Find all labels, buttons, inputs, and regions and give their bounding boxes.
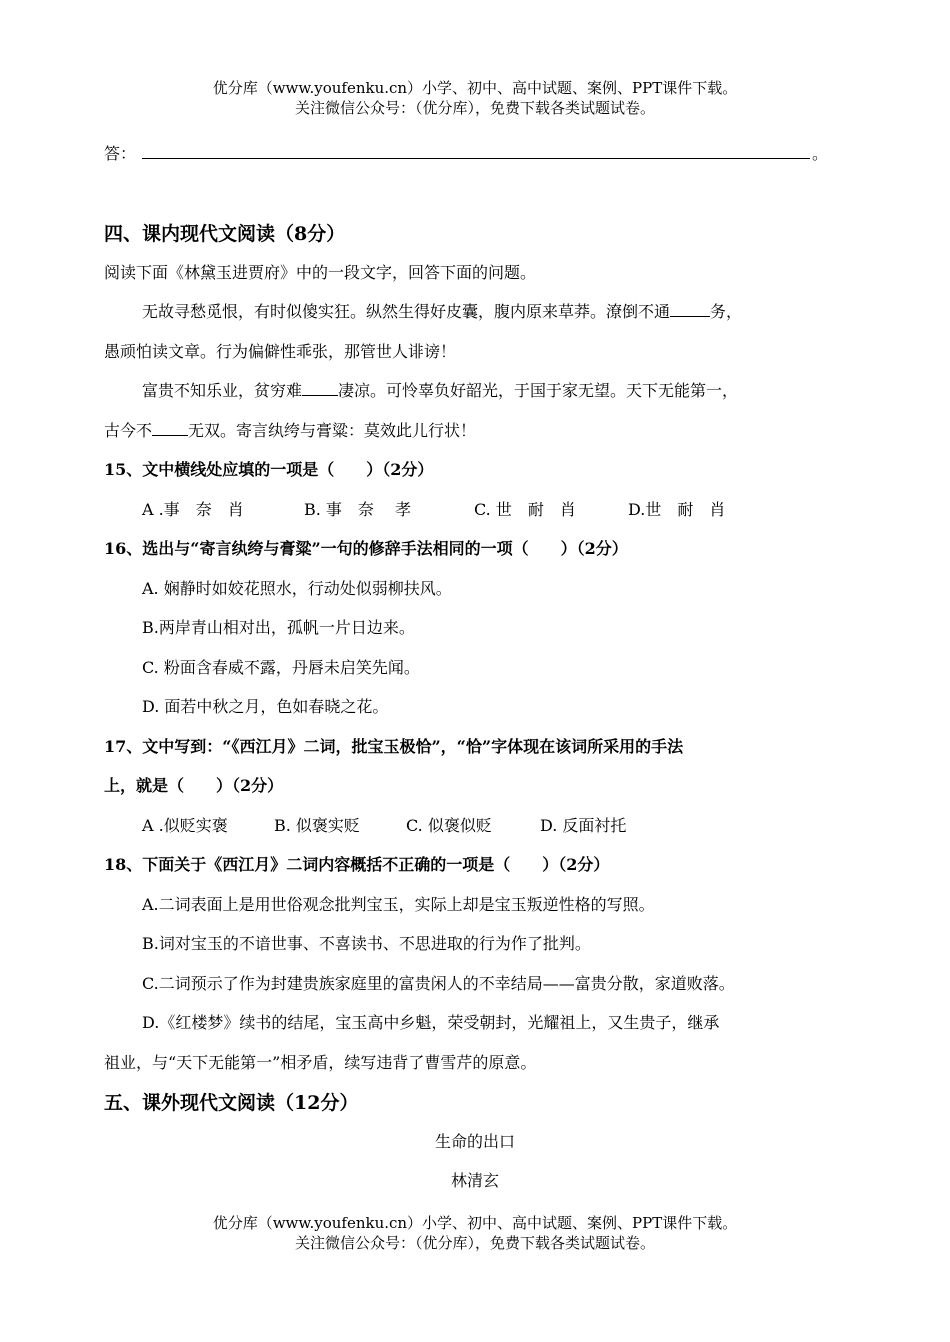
fill-blank-3: [152, 421, 188, 436]
q18-option-b: B.词对宝玉的不谙世事、不喜读书、不思进取的行为作了批判。: [142, 934, 591, 953]
poem-text: 古今不: [104, 421, 153, 440]
poem-line-4: [104, 418, 476, 441]
q17-option-c: C. 似褒似贬: [406, 816, 492, 835]
section4-title: 四、课内现代文阅读（8分）: [104, 223, 346, 245]
q18-option-a: A.二词表面上是用世俗观念批判宝玉，实际上却是宝玉叛逆性格的写照。: [142, 895, 655, 914]
section5-title: 五、课外现代文阅读（12分）: [104, 1092, 359, 1114]
poem-line-2: 愚顽怕读文章。行为偏僻性乖张，那管世人诽谤！: [104, 342, 457, 361]
q18-option-c: C.二词预示了作为封建贵族家庭里的富贵闲人的不幸结局——富贵分散，家道败落。: [142, 974, 735, 993]
fill-blank-1: [670, 302, 710, 317]
poem-text: 务，: [710, 302, 743, 321]
answer-blank-rule: [142, 158, 810, 159]
article-title: 生命的出口: [434, 1132, 515, 1151]
fill-blank-2: [302, 381, 338, 396]
q18-option-d-line2: 祖业，与“天下无能第一”相矛盾，续写违背了曹雪芹的原意。: [104, 1053, 537, 1072]
q15-option-b: B. 事 奈 孝: [304, 500, 412, 519]
poem-line-1: [142, 299, 742, 322]
q18-option-d-line1: D.《红楼梦》续书的结尾，宝玉高中乡魁，荣受朝封，光耀祖上，又生贵子，继承: [142, 1013, 720, 1032]
header-site-line: 优分库（www.youfenku.cn）小学、初中、高中试题、案例、PPT课件下载。: [212, 79, 738, 97]
footer-wechat-line: 关注微信公众号：（优分库），免费下载各类试题试卷。: [294, 1234, 655, 1252]
q15-option-d: D.世 耐 肖: [628, 500, 726, 519]
answer-label: 答：: [104, 144, 137, 163]
q17-stem-line1: 17、文中写到：“《西江月》二词，批宝玉极恰”，“恰”字体现在该词所采用的手法: [104, 737, 684, 756]
q17-option-a: A .似贬实褒: [142, 816, 228, 835]
article-author: 林清玄: [450, 1171, 499, 1190]
poem-text: 无故寻愁觅恨，有时似傻实狂。纵然生得好皮囊，腹内原来草莽。潦倒不通: [142, 302, 671, 321]
q16-option-c: C. 粉面含春威不露，丹唇未启笑先闻。: [142, 658, 420, 677]
q17-stem-line2: 上，就是（ ）（2分）: [104, 776, 284, 795]
q17-options: [142, 813, 626, 836]
poem-line-3: [142, 378, 738, 401]
poem-text: 富贵不知乐业，贫穷难: [142, 381, 303, 400]
q17-option-b: B. 似褒实贬: [274, 816, 360, 835]
q18-stem: 18、下面关于《西江月》二词内容概括不正确的一项是（ ）（2分）: [104, 855, 610, 874]
poem-text: 无双。寄言纨绔与膏粱：莫效此儿行状！: [188, 421, 477, 440]
section4-intro: 阅读下面《林黛玉进贾府》中的一段文字，回答下面的问题。: [104, 263, 537, 282]
q17-option-d: D. 反面衬托: [540, 816, 627, 835]
q16-option-a: A. 娴静时如姣花照水，行动处似弱柳扶风。: [142, 579, 452, 598]
q15-stem: 15、文中横线处应填的一项是（ ）（2分）: [104, 460, 434, 479]
poem-text: 凄凉。可怜辜负好韶光，于国于家无望。天下无能第一，: [338, 381, 739, 400]
header-wechat-line: 关注微信公众号：（优分库），免费下载各类试题试卷。: [294, 99, 655, 117]
q15-option-c: C. 世 耐 肖: [474, 500, 576, 519]
footer-site-line: 优分库（www.youfenku.cn）小学、初中、高中试题、案例、PPT课件下载。: [212, 1214, 738, 1232]
q15-options: [142, 497, 725, 520]
q16-stem: 16、选出与“寄言纨绔与膏粱”一句的修辞手法相同的一项（ ）（2分）: [104, 539, 628, 558]
q16-option-d: D. 面若中秋之月，色如春晓之花。: [142, 697, 389, 716]
q16-option-b: B.两岸青山相对出，孤帆一片日边来。: [142, 618, 415, 637]
q15-option-a: A .事 奈 肖: [142, 500, 244, 519]
answer-end: 。: [812, 144, 829, 163]
